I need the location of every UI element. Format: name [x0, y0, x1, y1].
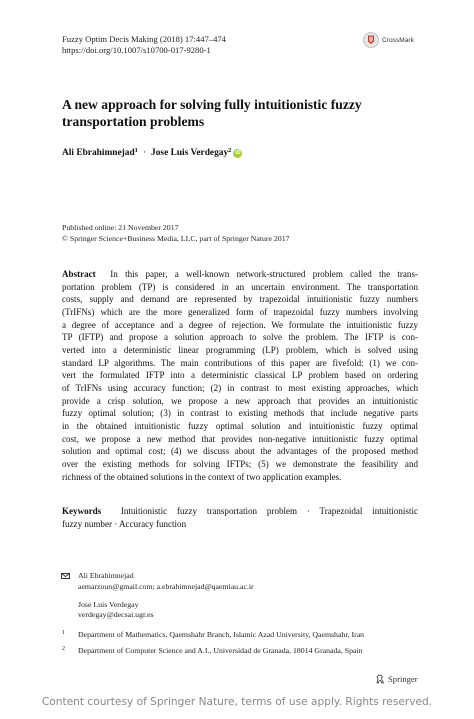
- abstract-line: cost, we propose a new method that provides non-negative intuitionistic fuzzy optimal: [62, 433, 418, 444]
- orcid-icon[interactable]: iD: [235, 150, 241, 156]
- abstract-line: in the obtained intuitionistic fuzzy optimal solution and intuitionistic fuzzy optimal: [62, 420, 418, 431]
- abstract-line: a degree of acceptance and a degree of rejection. We formulate the intuitionistic fuzzy: [62, 319, 418, 330]
- keywords: [62, 505, 418, 530]
- copyright-notice: © Springer Science+Business Media, LLC, part of Springer Nature 2017: [62, 233, 290, 243]
- title-line-2: transportation problems: [62, 114, 205, 129]
- envelope-icon: [61, 573, 70, 579]
- email-link[interactable]: aemarzoun@gmail.com; a.ebrahimnejad@qaemiau.ac.ir: [78, 581, 254, 591]
- corresponding-author-2: Jose Luis Verdegay: [78, 599, 139, 609]
- abstract-line: over the existing methods for solving IFTPs; (5) we demonstrate the feasibility and: [62, 458, 418, 469]
- abstract-line: standard LP algorithms. The main contributions of this paper are fivefold: (1) we con-: [62, 357, 418, 368]
- abstract-label: Abstract: [62, 269, 96, 279]
- abstract-line: fuzzy optimal solution; (3) in contrast to existing methods that include negative parts: [62, 408, 418, 419]
- abstract-line: solution and optimal cost; (4) we discuss about the advantages of the proposed method: [62, 446, 418, 457]
- abstract-line: provide a crisp solution, we propose a new approach that provides an intuitionistic: [62, 395, 418, 406]
- abstract-line: (TrIFNs) which are the more generalized form of trapezoidal fuzzy numbers involving: [62, 306, 418, 317]
- publication-info: [62, 223, 290, 244]
- correspondence-block: [62, 571, 254, 621]
- crossmark-label: CrossMark: [382, 36, 414, 44]
- keywords-label: Keywords: [62, 506, 102, 516]
- author-separator: ·: [142, 148, 147, 158]
- abstract: [62, 268, 418, 483]
- corresponding-author-1: Ali Ebrahimnejad: [78, 571, 134, 580]
- email-link[interactable]: verdegay@decsai.ugr.es: [78, 610, 154, 620]
- paper-title: [62, 96, 402, 130]
- crossmark-icon: [363, 32, 379, 48]
- affiliation-text: Department of Computer Science and A.I., Universidad de Granada, 18014 Granada, Spain: [78, 646, 363, 655]
- abstract-line: Abstract In this paper, a well-known network-structured problem called the trans-: [62, 269, 418, 279]
- abstract-line: portation problem (TP) is considered in an uncertain environment. The transportation: [62, 281, 418, 292]
- abstract-line: costs, supply and demand are represented by trapezoidal intuitionistic fuzzy numbers: [62, 294, 418, 305]
- keywords-line: fuzzy number · Accuracy function: [62, 518, 187, 529]
- abstract-line: vert the formulated IFTP into a deterministic classical LP problem based on ordering: [62, 370, 418, 381]
- author-name[interactable]: Jose Luis Verdegay: [151, 148, 229, 158]
- courtesy-notice: Content courtesy of Springer Nature, terms of use apply. Rights reserved.: [41, 696, 433, 708]
- springer-logo: [375, 674, 418, 684]
- author-name[interactable]: Ali Ebrahimnejad: [62, 148, 135, 158]
- abstract-line: verted into a deterministic linear programming (LP) problem, which is solved using: [62, 344, 418, 355]
- affiliation-number: 2: [62, 646, 65, 652]
- title-line-1: A new approach for solving fully intuitionistic fuzzy: [62, 97, 362, 112]
- abstract-line: TP (IFTP) and propose a solution approach to solve the problem. The IFTP is con-: [62, 332, 418, 343]
- keywords-line: Keywords Intuitionistic fuzzy transportation problem · Trapezoidal intuitionistic: [62, 506, 418, 516]
- abstract-line: of TrIFNs using accuracy function; (2) in contrast to most existing approaches, which: [62, 382, 418, 393]
- affiliation-marker: 2: [228, 147, 232, 154]
- affiliation-number: 1: [62, 630, 65, 636]
- author-list: [62, 148, 242, 158]
- crossmark-badge[interactable]: [363, 32, 414, 48]
- affiliation-marker: 1: [134, 147, 138, 154]
- springer-label: Springer: [388, 674, 418, 684]
- published-date: Published online: 21 November 2017: [62, 223, 179, 232]
- journal-header: [62, 34, 226, 56]
- journal-citation: Fuzzy Optim Decis Making (2018) 17:447–474: [62, 34, 226, 44]
- doi-link[interactable]: https://doi.org/10.1007/s10700-017-9280-1: [62, 45, 211, 55]
- springer-horse-icon: [375, 674, 385, 684]
- abstract-line: richness of the obtained solutions in the context of two application examples.: [62, 471, 342, 482]
- affiliation-text: Department of Mathematics, Qaemshahr Branch, Islamic Azad University, Qaemshahr, Iran: [78, 630, 365, 639]
